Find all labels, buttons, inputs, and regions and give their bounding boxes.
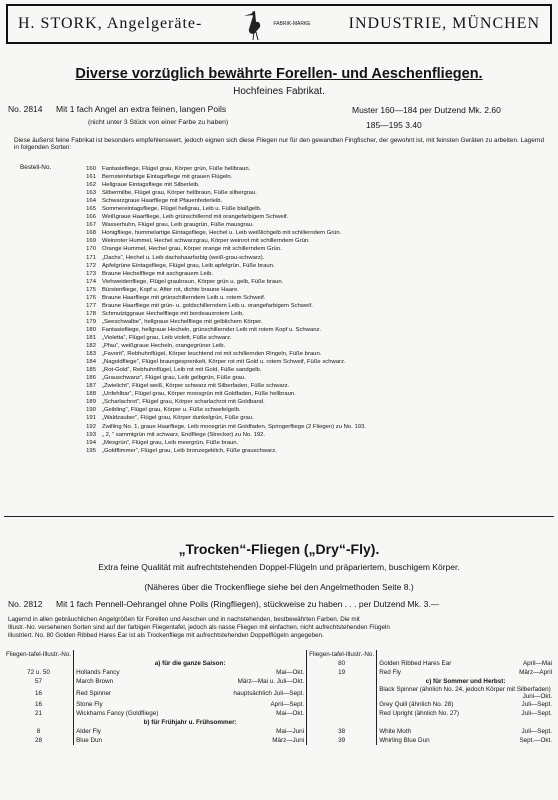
section2-title: „Trocken“-Fliegen („Dry“-Fly). [178,541,380,557]
stork-icon [240,7,270,41]
offer-text: Mit 1 fach Angel an extra feinen, langen Poils [56,104,227,114]
heading-whole-season: a) für die ganze Saison: [74,659,307,668]
list-item: 170 Orange Hummel, Hechel grau, Körper orange mit schillerndem Grün. [86,246,282,253]
table-row: 57 March Brown März—Mai u. Juli—Okt. c) für Sommer und Herbst: [4,677,554,686]
section1-title: Diverse vorzüglich bewährte Forellen- und Aeschenfliegen. [75,66,483,82]
list-item: 187 „Zwielicht“, Flügel weiß, Körper schwarz mit Silberfaden, Füße schwarz. [86,383,290,390]
offer-number: No. 2814 [8,104,43,114]
list-item: 188 „Unfehlbar“, Flügel grau, Körper moosgrün mit Goldfaden, Füße hellbraun. [86,391,296,398]
offer2-number: No. 2812 [8,599,43,609]
table-row: 8 Alder Fly Mai—Juni 38 White Moth Juli—Sept. [36,728,552,735]
brand-mark-label: FABRIK-MARKE [273,21,311,27]
section1-subtitle: Hochfeines Fabrikat. [233,86,325,97]
list-item: 192 Zwilling No. 1, graue Haarfliege, Leib moosgrün mit Goldfaden, Springerfliege (2 Fliegen) zu No. 193. [86,423,366,430]
table-row: 28 Blue Dun März—Juni 39 Whirling Blue Dun Sept.—Okt. [35,737,552,744]
order-number-label: Bestell-No. [20,164,52,171]
price-line-1: Muster 160—184 per Dutzend Mk. 2.60 [352,105,501,115]
list-item: 189 „Scharlachrot“, Flügel grau, Körper scharlachrot mit Goldband. [86,399,265,406]
list-item: 186 „Grauschwanz“, Flügel grau, Leib gelbgrün, Füße grau. [86,375,246,382]
section1-notice: Diese äußerst feine Fabrikat ist besonders empfehlenswert, jedoch eignen sich diese Fliegen nur für den gewandten Fingfischer, der gewohnt ist, mit feinsten Geräten zu arbeiten. Lagernd in folgenden Sorten: [14,137,545,152]
dry-fly-table [4,650,554,745]
list-item: 162 Hellgraue Eintagsfliege mit Silberleib. [86,182,200,189]
table-row: 16 Red Spinner hauptsächlich Juli—Sept. Black Spinner (ähnlich No. 24, jedoch Körper mit Silberfaden) Juni—Okt. [35,686,552,700]
heading-spring: b) für Frühjahr u. Frühsommer: [74,718,307,727]
list-item: 182 „Pfau“, weißgraue Hecheln, orangegrüner Leib. [86,343,226,350]
list-item: 174 Viehweidenfliege, Flügel graubraun, Körper grün u. gelb, Füße braun. [86,278,284,285]
section2-line2: (Näheres über die Trockenfliege siehe bei den Angelmethoden Seite 8.) [144,582,414,592]
list-item: 193 „ 2, “ sammtgrün mit schwarz, Endfliege (Strecker) zu No. 192. [86,431,266,438]
section2-notice-2: Illustr.-No. versehenen Sorten sind auf der farbigen Fliegentafel, jedoch als nasse Fliegen mit einfachen, nicht aufrechtstehenden Flügeln [8,624,390,631]
list-item: 171 „Dachs“, Hechel u. Leib dachshaarfarbig (weiß-grau-schwarz). [86,254,265,261]
table-row [4,718,554,727]
table-row: 72 u. 50 Hollands Fancy Mai—Okt. 19 Red Fly März—April [27,669,552,676]
column-header: Fliegen-tafel-Illustr.-No. [6,651,72,658]
list-item: 167 Wasserhuhn, Flügel grau, Leib graugrün, Füße mausgrau. [86,222,254,229]
list-item: 168 Honigfliege, hummelartige Eintagsfliege, Hechel u. Leib weißlichgelb mit schillerndem Grün. [86,230,342,237]
table-row: 16 Stone Fly April—Sept. Grey Quill (ähnlich No. 28) Juli—Sept. [35,701,552,708]
list-item: 175 Bürstenfliege, Kopf u. After rot, dichte braune Haare. [86,286,239,293]
list-item: 177 Braune Haarfliege mit grün- u. goldschillerndem Leib u. orangefarbigem Schweif. [86,302,313,309]
price-line-2: 185—195 3.40 [366,120,422,130]
list-item: 194 „Mesgrün“, Flügel grau, Leib meergrün, Füße braun. [86,439,239,446]
page-header [6,4,552,44]
section2-line1: Extra feine Qualität mit aufrechtstehenden Doppel-Flügeln und präpariertem, buschigem Körper. [98,562,460,572]
list-item: 181 „Violetta“, Flügel grau, Leib violett, Füße schwarz. [86,335,232,341]
list-item: 190 „Geibling“, Flügel grau, Körper u. Füße schwefelgelb. [86,407,241,414]
industry-city: INDUSTRIE, MÜNCHEN [348,15,540,32]
section2-notice-3: illustriert. No. 80 Golden Ribbed Hares Ear ist als Trockenfliege mit aufrechtstehenden Doppelflügeln angegeben. [8,632,324,639]
offer-note: (nicht unter 3 Stück von einer Farbe zu haben) [88,119,229,126]
table-row: a) für die ganze Saison: 80 Golden Ribbed Hares Ear April—Mai [4,659,554,668]
list-item: 161 Bernsteinfarbige Eintagsfliege mit grauen Flügeln. [86,174,233,181]
list-item: 180 Fantasiefliege, hellgraue Hecheln, grünschillernder Leib mit rotem Kopf u. Schwanz. [86,326,322,333]
list-item: 179 „Seeschwalbe“, hellgraue Hechelfliege mit gelblichem Körper. [86,318,263,325]
fly-list [58,165,528,455]
section2-notice-1: Lagernd in allen gebräuchlichen Angelgrößen für Forellen und Aeschen und in nachstehenden, bestbewährten Farben. Die mit [8,616,360,623]
table-row: 21 Wickhams Fancy (Goldfliege) Mai—Okt. Red Upright (ähnlich No. 27) Juli—Sept. [35,710,552,717]
list-item: 160 Fantasiefliege, Flügel grau, Körper grün, Füße hellbraun. [86,166,251,173]
list-item: 164 Schwarzgraue Haarfliege mit Pfauenfederleib. [86,198,223,205]
table-row [4,650,554,659]
list-item: 184 „Nagoldfliege“, Flügel braungesprenkelt, Körper rot mit Gold u. rotem Schweif, Füße schwarz. [86,359,346,366]
firm-name: H. STORK, Angelgeräte- [18,15,203,32]
list-item: 173 Braune Hechelfliege mit aschgrauem Leib. [86,270,214,277]
list-item: 166 Weißgraue Haarfliege, Leib grünschillernd mit orangefarbigem Schweif. [86,214,289,221]
list-item: 183 „Favorit“, Rebhuhnflügel, Körper leuchtend rot mit schillernden Ringeln, Füße braun. [86,351,322,358]
list-item: 172 Apfelgrüne Eintagsfliege, Flügel grau, Leib apfelgrün, Füße braun. [86,262,275,269]
list-item: 165 Sommereintagsfliege, Flügel hellgrau, Leib u. Füße blaßgelb. [86,206,262,213]
heading-summer-autumn: c) für Sommer und Herbst: [377,677,554,686]
list-item: 195 „Goldflimmer“, Flügel grau, Leib bronzegeblich, Füße grauschwarz. [86,447,277,454]
list-item: 163 Silbermilbe, Flügel grau, Körper hellbraun, Füße silbergrau. [86,190,257,197]
stork-logo [240,7,310,41]
column-header: Fliegen-tafel-Illustr.-No. [307,650,377,659]
section-divider [4,516,554,517]
list-item: 191 „Waldzauber“, Flügel grau, Körper dunkelgrün, Füße grau. [86,415,254,422]
offer2-text: Mit 1 fach Pennell-Oehrangel ohne Poils (Ringfliegen), stückweise zu haben . . . per Dutzend Mk. 3.— [56,599,440,609]
list-item: 176 Braune Haarfliege mit grünschillerndem Leib u. rotem Schweif. [86,294,266,301]
list-item: 178 Schmutziggraue Hechelfliege mit bordeauxrotem Leib. [86,310,244,317]
list-item: 185 „Rot-Gold“, Rebhuhnflügel, Leib rot mit Gold, Füße sandgelb. [86,367,262,374]
list-item: 169 Weinroter Hummel, Hechel schwarzgrau, Körper weinrot mit schillerndem Grün. [86,238,310,245]
